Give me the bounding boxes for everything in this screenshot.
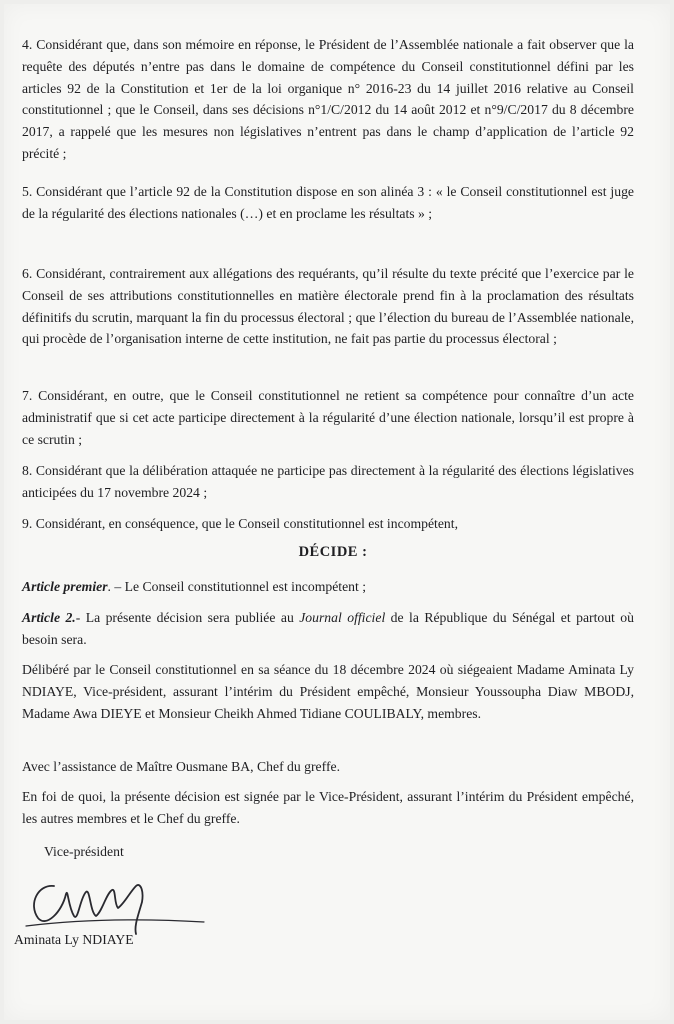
article-1-label: Article premier xyxy=(22,579,108,594)
handwritten-signature xyxy=(16,868,216,938)
signatory-title: Vice-président xyxy=(44,844,124,859)
paragraph-6: 6. Considérant, contrairement aux allégations des requérants, qu’il résulte du texte précité que l’exercice par le Conseil de ses attributions constitutionnelles en matière électorale prend fin à la proclamation des résultats définitifs du scrutin, marquant la fin du processus électoral ; que l’élection du bureau de l’Assemblée nationale, qui procède de l’organisation interne de cette institution, ne fait pas partie du processus électoral ; xyxy=(22,266,634,347)
decide-heading: DÉCIDE : xyxy=(298,544,368,560)
paragraph-4: 4. Considérant que, dans son mémoire en réponse, le Président de l’Assemblée nationale a fait observer que la requête des députés n’entre pas dans le domaine de compétence du Conseil constitutionnel défini par les articles 92 de la Constitution et 1er de la loi organique n° 2016-23 du 14 juillet 2016 relative au Conseil constitutionnel ; que le Conseil, dans ses décisions n°1/C/2012 du 14 août 2012 et n°9/C/2017 du 8 décembre 2017, a rappelé que les mesures non législatives n’entrent pas dans le champ d’application de l’article 92 précité ; xyxy=(22,37,634,161)
article-1-text: . – Le Conseil constitutionnel est incompétent ; xyxy=(107,579,367,594)
assistance-paragraph: Avec l’assistance de Maître Ousmane BA, Chef du greffe. xyxy=(22,759,340,774)
article-2-text-before: - La présente décision sera publiée au xyxy=(75,610,300,625)
article-2-label: Article 2. xyxy=(22,610,76,625)
paragraph-9: 9. Considérant, en conséquence, que le Conseil constitutionnel est incompétent, xyxy=(22,516,458,531)
article-2 xyxy=(22,607,634,651)
deliberation-paragraph: Délibéré par le Conseil constitutionnel en sa séance du 18 décembre 2024 où siégeaient Madame Aminata Ly NDIAYE, Vice-président, assurant l’intérim du Président empêché, Monsieur Youssoupha Diaw MBODJ, Madame Awa DIEYE et Monsieur Cheikh Ahmed Tidiane COULIBALY, membres. xyxy=(22,662,634,721)
paragraph-5: 5. Considérant que l’article 92 de la Constitution dispose en son alinéa 3 : « le Conseil constitutionnel est juge de la régularité des élections nationales (…) et en proclame les résultats » ; xyxy=(22,184,634,221)
article-2-text-after: de la République du Sénégal et partout où besoin sera. xyxy=(22,610,634,647)
en-foi-paragraph: En foi de quoi, la présente décision est signée par le Vice-Président, assurant l’intérim du Président empêché, les autres membres et le Chef du greffe. xyxy=(22,789,634,826)
paragraph-7: 7. Considérant, en outre, que le Conseil constitutionnel ne retient sa compétence pour connaître d’un acte administratif que si cet acte participe directement à la régularité d’une élection nationale, lorsqu’il est propre à ce scrutin ; xyxy=(22,388,634,447)
article-1 xyxy=(22,576,634,598)
journal-officiel: Journal officiel xyxy=(299,610,386,625)
signatory-name: Aminata Ly NDIAYE xyxy=(14,932,134,947)
paragraph-8: 8. Considérant que la délibération attaquée ne participe pas directement à la régularité des élections législatives anticipées du 17 novembre 2024 ; xyxy=(22,463,634,500)
